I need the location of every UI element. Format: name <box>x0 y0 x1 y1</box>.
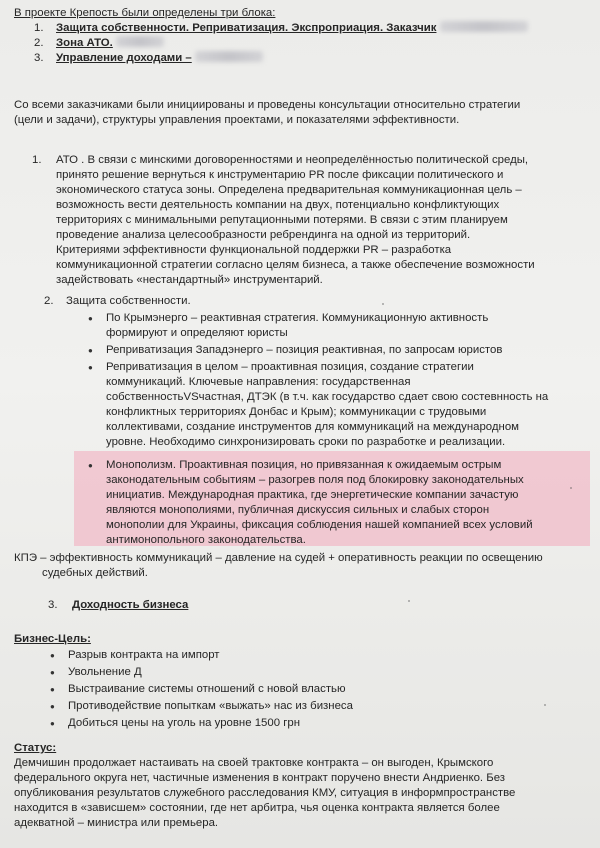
goal-item: ● Разрыв контракта на импорт <box>50 647 574 664</box>
protection-title: Защита собственности. <box>66 295 191 307</box>
goal-title: Бизнес-Цель: <box>14 633 91 645</box>
goal-list <box>14 647 574 732</box>
intro-paragraph: Со всеми заказчиками были инициированы и проведены консультации относительно стратегии (цели и задачи), структуры управления проектами, и показателями эффективности. <box>14 99 521 126</box>
intro-heading: В проекте Крепость были определены три блока: <box>14 7 276 19</box>
block-item-2: 2. Зона АТО. <box>34 36 594 51</box>
goal-section <box>14 632 574 732</box>
redacted-text <box>116 36 164 47</box>
kpe-paragraph: КПЭ – эффективность коммуникаций – давление на судей + оперативность реакции по освещению судебных действий. <box>14 552 543 579</box>
status-section: Статус: Демчишин продолжает настаивать на своей трактовке контракта – он выгоден, Крымского федерального округа нет, частичные изменения в контракт поручено внести Андриенко. Без опубликования результатов служебного расследования КМУ, ситуация в информпространстве находится в «зависшем» состоянии, где нет арбитра, чья оценка контракта является более адекватной – министра или премьера. <box>14 741 596 831</box>
goal-item: ● Выстраивание системы отношений с новой властью <box>50 681 574 698</box>
bullet-item: ● Реприватизация в целом – проактивная позиция, создание стратегии коммуникаций. Ключевые направления: государственная собственностьVSчастная, ДТЭК (в т.ч. как государство сдает свою состевнность на конфликтных территориях Донбас и Крым); коммуникации с трудовыми коллективами, создание инструментов для коммуникаций на международном уровне. Необходимо синхронизировать сроки по разработке и реализации. <box>88 360 593 450</box>
intro-section <box>14 6 594 66</box>
scan-speck <box>544 704 546 706</box>
block-item-3: 3. Управление доходами – <box>34 51 594 66</box>
scan-speck <box>570 487 572 489</box>
status-title: Статус: <box>14 742 57 754</box>
income-section: 3. Доходность бизнеса <box>48 599 189 611</box>
income-title: Доходность бизнеса <box>72 599 189 611</box>
goal-item: ● Противодействие попыткам «выжать» нас из бизнеса <box>50 698 574 715</box>
goal-item: ● Добиться цены на уголь на уровне 1500 грн <box>50 715 574 732</box>
redacted-client-name <box>440 21 528 32</box>
protection-bullets <box>88 311 593 548</box>
scan-speck <box>382 303 384 305</box>
bullet-item-monopolism: ● Монополизм. Проактивная позиция, но привязанная к ожидаемым острым законодательным событиям – разогрев поля под блокировку законодательных инициатив. Международная практика, где энергетические компании зачастую являются монополиями, публичная дискуссия сильных и слабых сторон монополии для Украины, фиксация соблюдения нашей компанией всех условий антимонопольного законодательства. <box>88 458 593 548</box>
bullet-item: ● По Крымэнерго – реактивная стратегия. Коммуникационную активность формируют и определяют юристы <box>88 311 593 341</box>
blocks-list <box>14 21 594 66</box>
block-item-1: 1. Защита собственности. Реприватизация. Экспроприация. Заказчик <box>34 21 594 36</box>
goal-item: ● Увольнение Д <box>50 664 574 681</box>
ato-section: 1. АТО . В связи с минскими договоренностями и неопределённостью политической среды, принято решение вернуться к инструментарию PR после фиксации политического и экономического статуса зоны. Определена предварительная коммуникационная цель – возможность вести деятельность компании на двух, потенциально конфликтующих территориях с минимальными репутационными потерями. В связи с этим планируем проведение анализа целесообразности ребрендинга на одной из территорий. Критериями эффективности функциональной поддержки PR – разработка коммуникационной стратегии согласно целям бизнеса, а также обеспечение возможности задействовать «нестандартный» инструментарий. <box>32 154 535 286</box>
redacted-text <box>195 51 263 62</box>
scan-speck <box>408 600 410 602</box>
bullet-item: ● Реприватизация Западэнерго – позиция реактивная, по запросам юристов <box>88 343 593 358</box>
protection-section: 2. Защита собственности. <box>44 295 191 307</box>
